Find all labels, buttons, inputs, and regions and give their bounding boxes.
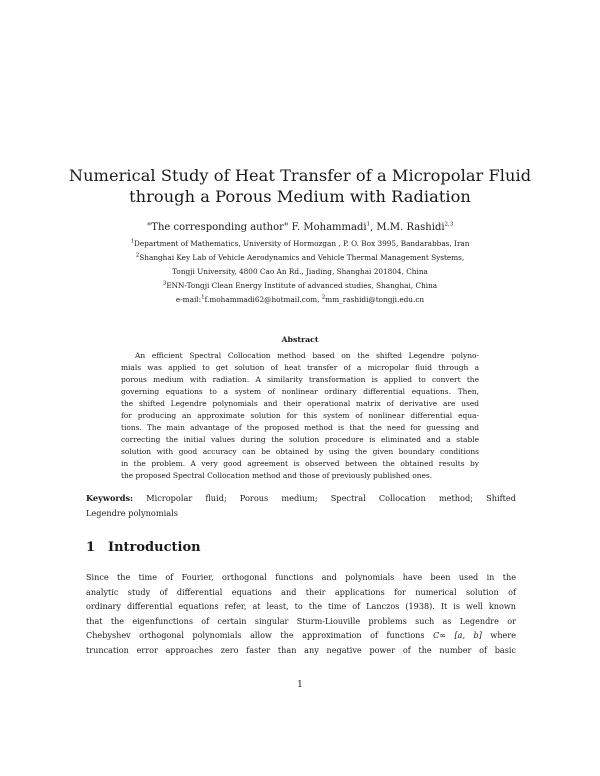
section-title: Introduction	[108, 540, 201, 555]
page-number: 1	[297, 680, 303, 690]
intro-line: ordinary differential equations refer, at least, to the time of Lanczos (1938). It is well known	[86, 601, 516, 612]
abstract-line: for producing an approximate solution for this system of nonlinear differential equa-	[121, 411, 479, 421]
title-line-1: Numerical Study of Heat Transfer of a Micropolar Fluid	[68, 166, 532, 185]
math-expression: C∞ [a, b]	[433, 630, 482, 641]
affiliation-text: Tongji University, 4800 Cao An Rd., Jiading, Shanghai 201804, China	[172, 267, 428, 276]
affiliation-1	[0, 237, 600, 251]
section-heading	[86, 540, 201, 555]
abstract-heading: Abstract	[281, 335, 319, 344]
abstract-line: the shifted Legendre polynomials and their operational matrix of derivative are used	[121, 399, 479, 409]
keywords-line-1	[86, 491, 516, 506]
author-sep: , M.M. Rashidi	[370, 222, 445, 233]
author-line	[0, 222, 600, 233]
intro-line: Since the time of Fourier, orthogonal functions and polynomials have been used in the	[86, 572, 516, 582]
email-2: mm_rashidi@tongji.edu.cn	[325, 295, 425, 304]
email-prefix: e-mail:	[175, 295, 202, 304]
intro-line: truncation error approaches zero faster than any negative power of the number of basic	[86, 644, 516, 655]
affiliation-sup: 3	[162, 280, 167, 287]
email-line	[0, 293, 600, 307]
author-sup-2: 2,3	[444, 221, 454, 228]
abstract-line: governing equations to a system of nonlinear ordinary differential equations. Then,	[121, 387, 479, 397]
intro-text: Chebyshev orthogonal polynomials allow the approximation of functions	[86, 630, 434, 641]
affiliation-text: ENN-Tongji Clean Energy Institute of advanced studies, Shanghai, China	[166, 281, 438, 290]
email-sup-2: 2	[321, 294, 326, 301]
abstract-line: in the problem. A very good agreement is observed between the obtained results by	[121, 459, 479, 469]
paper-title	[0, 165, 600, 207]
email-1: f.mohammadi62@hotmail.com,	[204, 295, 322, 304]
keywords	[86, 491, 516, 520]
affiliation-text: Shanghai Key Lab of Vehicle Aerodynamics and Vehicle Thermal Management Systems,	[139, 253, 465, 262]
intro-text: where	[481, 630, 516, 641]
title-line-2: through a Porous Medium with Radiation	[129, 187, 471, 206]
intro-paragraph	[86, 570, 516, 658]
affiliation-2-cont	[0, 265, 600, 279]
author-text: "The corresponding author" F. Mohammadi	[146, 222, 367, 233]
affiliation-sup: 2	[135, 252, 140, 259]
intro-line-math	[86, 628, 516, 643]
abstract-line: An efficient Spectral Collocation method based on the shifted Legendre polyno-	[135, 351, 479, 360]
affiliation-sup: 1	[130, 238, 134, 245]
keywords-label: Keywords:	[86, 493, 134, 503]
abstract-line: mials was applied to get solution of heat transfer of a micropolar fluid through a	[121, 363, 479, 373]
affiliations	[0, 237, 600, 307]
section-number: 1	[86, 540, 96, 555]
keywords-line-2: Legendre polynomials	[86, 507, 178, 518]
abstract-line: the proposed Spectral Collocation method and those of previously published ones.	[121, 471, 433, 481]
author-sup-1: 1	[366, 221, 371, 228]
abstract-line: tions. The main advantage of the proposed method is that the need for guessing and	[121, 423, 479, 433]
abstract-line: correcting the initial values during the solution procedure is eliminated and a stable	[121, 435, 479, 445]
abstract-line: solution with good accuracy can be obtained by using the given boundary conditions	[121, 447, 479, 457]
intro-line: that the eigenfunctions of certain singular Sturm-Liouville problems such as Legendre or	[86, 615, 516, 626]
abstract-line: porous medium with radiation. A similarity transformation is applied to convert the	[121, 375, 479, 385]
intro-line: analytic study of differential equations and their applications for numerical solution of	[86, 586, 516, 597]
affiliation-2	[0, 251, 600, 265]
abstract-body	[121, 350, 479, 483]
affiliation-3	[0, 279, 600, 293]
keywords-text-1: Micropolar fluid; Porous medium; Spectral Collocation method; Shifted	[146, 493, 516, 503]
email-sup-1: 1	[201, 294, 205, 301]
affiliation-text: Department of Mathematics, University of Hormozgan , P. O. Box 3995, Bandarabbas, Iran	[134, 239, 470, 248]
